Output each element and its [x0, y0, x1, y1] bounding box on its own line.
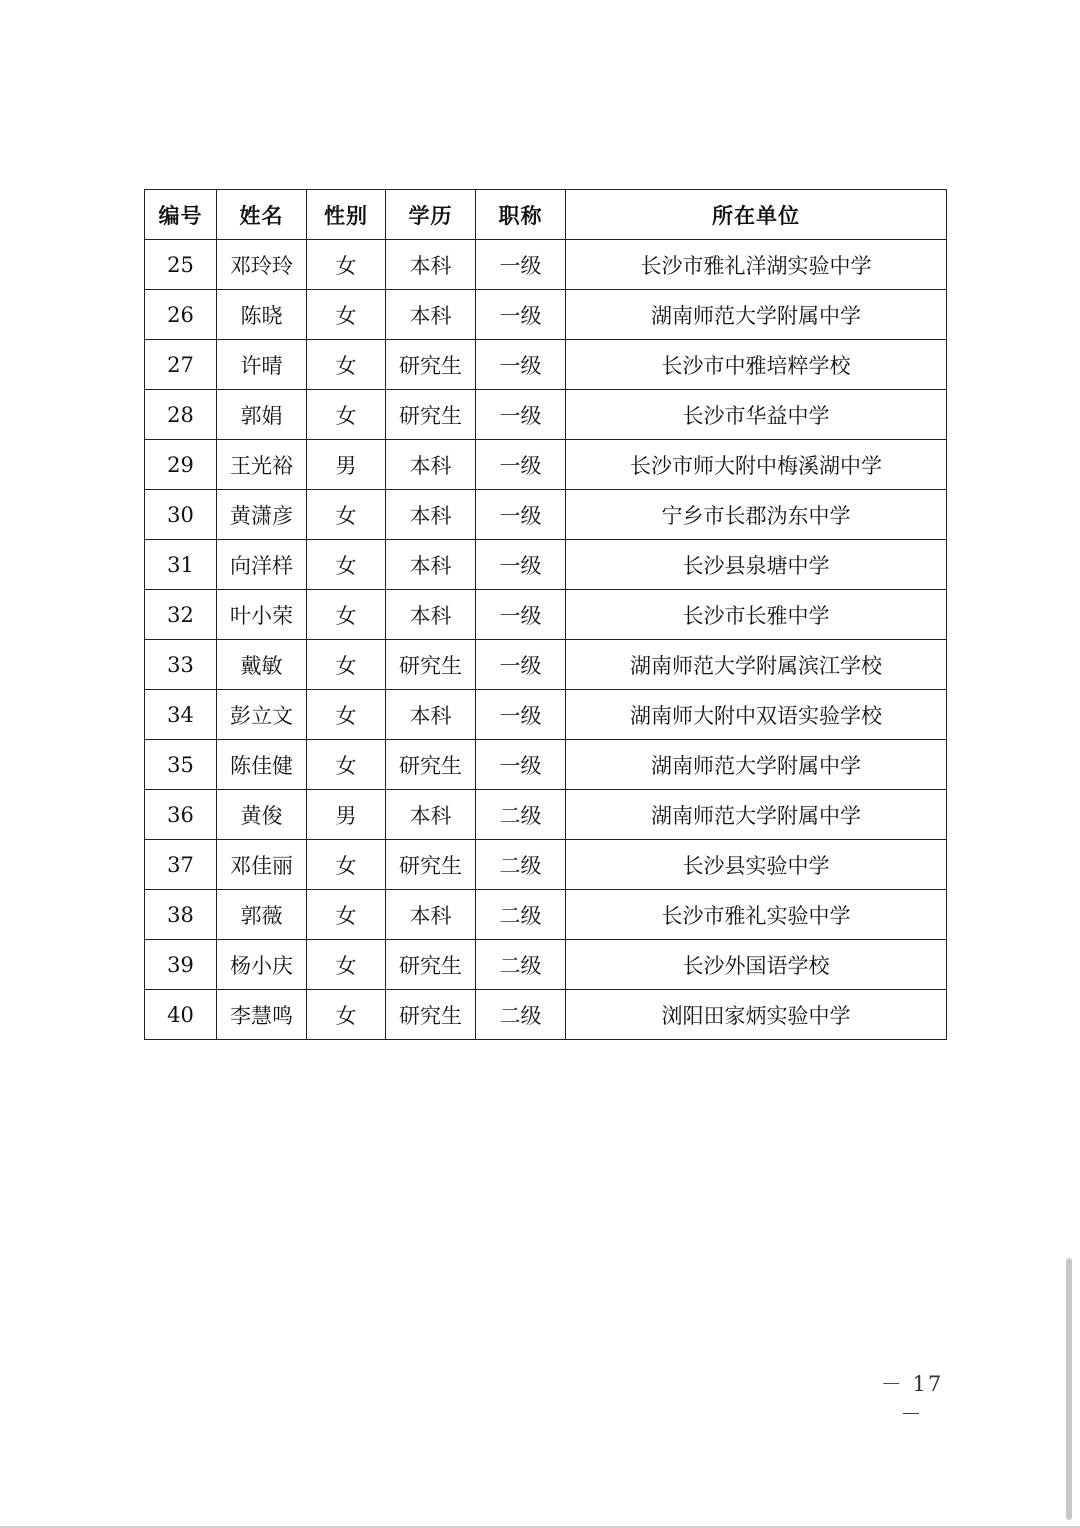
cell-gender: 女: [307, 240, 386, 290]
table-row: [145, 590, 947, 640]
table-body: [145, 240, 947, 1040]
cell-name: 黄潇彦: [217, 490, 307, 540]
cell-gender: 女: [307, 840, 386, 890]
cell-gender: 女: [307, 540, 386, 590]
cell-number: 37: [145, 840, 217, 890]
cell-name: 郭娟: [217, 390, 307, 440]
table-row: [145, 840, 947, 890]
table-row: [145, 890, 947, 940]
cell-education: 本科: [386, 590, 476, 640]
table-row: [145, 640, 947, 690]
cell-name: 郭薇: [217, 890, 307, 940]
cell-name: 叶小荣: [217, 590, 307, 640]
cell-title: 一级: [476, 590, 566, 640]
cell-workplace: 长沙市华益中学: [566, 390, 947, 440]
cell-education: 本科: [386, 540, 476, 590]
cell-education: 研究生: [386, 640, 476, 690]
teacher-roster-table: [144, 189, 947, 1040]
table-row: [145, 790, 947, 840]
cell-gender: 女: [307, 740, 386, 790]
cell-workplace: 长沙市长雅中学: [566, 590, 947, 640]
cell-education: 研究生: [386, 340, 476, 390]
cell-gender: 女: [307, 290, 386, 340]
cell-title: 二级: [476, 790, 566, 840]
cell-title: 一级: [476, 540, 566, 590]
cell-workplace: 长沙市中雅培粹学校: [566, 340, 947, 390]
cell-education: 本科: [386, 290, 476, 340]
cell-number: 27: [145, 340, 217, 390]
vertical-scrollbar[interactable]: [1066, 1258, 1072, 1520]
cell-title: 一级: [476, 390, 566, 440]
cell-workplace: 长沙市雅礼洋湖实验中学: [566, 240, 947, 290]
cell-number: 28: [145, 390, 217, 440]
cell-workplace: 长沙县实验中学: [566, 840, 947, 890]
header-education: 学历: [386, 190, 476, 240]
cell-gender: 女: [307, 340, 386, 390]
cell-title: 一级: [476, 240, 566, 290]
page-number: － 17 －: [880, 1372, 944, 1426]
header-name: 姓名: [217, 190, 307, 240]
cell-title: 二级: [476, 990, 566, 1040]
cell-gender: 女: [307, 990, 386, 1040]
table-row: [145, 490, 947, 540]
cell-gender: 男: [307, 440, 386, 490]
cell-gender: 女: [307, 390, 386, 440]
cell-number: 25: [145, 240, 217, 290]
cell-name: 邓佳丽: [217, 840, 307, 890]
cell-education: 研究生: [386, 740, 476, 790]
cell-title: 一级: [476, 290, 566, 340]
cell-title: 一级: [476, 490, 566, 540]
table-row: [145, 390, 947, 440]
header-gender: 性别: [307, 190, 386, 240]
cell-workplace: 浏阳田家炳实验中学: [566, 990, 947, 1040]
cell-title: 二级: [476, 890, 566, 940]
cell-number: 36: [145, 790, 217, 840]
cell-education: 本科: [386, 490, 476, 540]
cell-workplace: 长沙市雅礼实验中学: [566, 890, 947, 940]
cell-education: 本科: [386, 890, 476, 940]
cell-gender: 女: [307, 640, 386, 690]
cell-name: 陈晓: [217, 290, 307, 340]
cell-number: 33: [145, 640, 217, 690]
table-row: [145, 290, 947, 340]
cell-name: 向洋样: [217, 540, 307, 590]
cell-number: 38: [145, 890, 217, 940]
table-row: [145, 240, 947, 290]
cell-name: 杨小庆: [217, 940, 307, 990]
cell-name: 许晴: [217, 340, 307, 390]
table-row: [145, 440, 947, 490]
cell-title: 一级: [476, 340, 566, 390]
cell-gender: 女: [307, 590, 386, 640]
cell-title: 二级: [476, 840, 566, 890]
cell-education: 研究生: [386, 940, 476, 990]
cell-name: 李慧鸣: [217, 990, 307, 1040]
cell-title: 二级: [476, 940, 566, 990]
table-row: [145, 690, 947, 740]
cell-title: 一级: [476, 640, 566, 690]
cell-workplace: 长沙市师大附中梅溪湖中学: [566, 440, 947, 490]
cell-education: 本科: [386, 690, 476, 740]
cell-workplace: 湖南师范大学附属滨江学校: [566, 640, 947, 690]
cell-gender: 女: [307, 890, 386, 940]
cell-name: 邓玲玲: [217, 240, 307, 290]
cell-workplace: 长沙外国语学校: [566, 940, 947, 990]
cell-education: 研究生: [386, 840, 476, 890]
cell-title: 一级: [476, 740, 566, 790]
cell-number: 32: [145, 590, 217, 640]
cell-education: 研究生: [386, 390, 476, 440]
cell-workplace: 宁乡市长郡沩东中学: [566, 490, 947, 540]
cell-name: 王光裕: [217, 440, 307, 490]
cell-gender: 女: [307, 490, 386, 540]
cell-workplace: 湖南师范大学附属中学: [566, 790, 947, 840]
cell-name: 陈佳健: [217, 740, 307, 790]
table-row: [145, 540, 947, 590]
cell-workplace: 湖南师大附中双语实验学校: [566, 690, 947, 740]
table-row: [145, 740, 947, 790]
cell-workplace: 湖南师范大学附属中学: [566, 740, 947, 790]
table-row: [145, 940, 947, 990]
cell-gender: 女: [307, 940, 386, 990]
cell-title: 一级: [476, 690, 566, 740]
header-title: 职称: [476, 190, 566, 240]
cell-name: 黄俊: [217, 790, 307, 840]
cell-education: 本科: [386, 240, 476, 290]
cell-number: 26: [145, 290, 217, 340]
cell-education: 本科: [386, 440, 476, 490]
cell-number: 29: [145, 440, 217, 490]
cell-number: 35: [145, 740, 217, 790]
header-workplace: 所在单位: [566, 190, 947, 240]
scrollbar-thumb[interactable]: [1066, 1258, 1072, 1520]
cell-workplace: 湖南师范大学附属中学: [566, 290, 947, 340]
cell-number: 30: [145, 490, 217, 540]
header-number: 编号: [145, 190, 217, 240]
cell-number: 40: [145, 990, 217, 1040]
cell-number: 34: [145, 690, 217, 740]
cell-number: 39: [145, 940, 217, 990]
table-row: [145, 990, 947, 1040]
cell-education: 研究生: [386, 990, 476, 1040]
cell-number: 31: [145, 540, 217, 590]
cell-title: 一级: [476, 440, 566, 490]
cell-name: 戴敏: [217, 640, 307, 690]
table-header-row: [145, 190, 947, 240]
cell-name: 彭立文: [217, 690, 307, 740]
cell-gender: 男: [307, 790, 386, 840]
table-row: [145, 340, 947, 390]
cell-education: 本科: [386, 790, 476, 840]
cell-workplace: 长沙县泉塘中学: [566, 540, 947, 590]
cell-gender: 女: [307, 690, 386, 740]
